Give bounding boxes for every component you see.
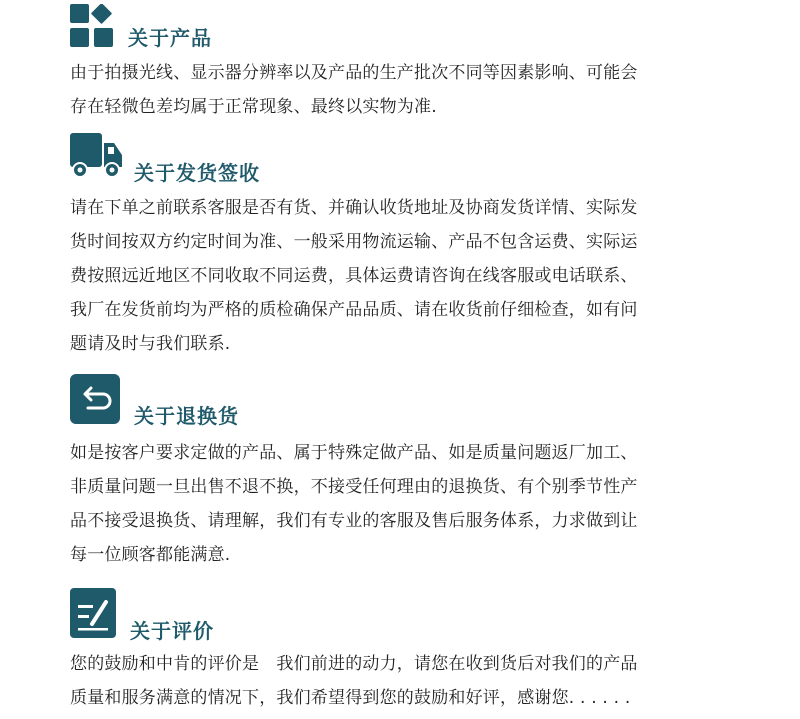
section-body	[70, 436, 638, 572]
section-title: 关于发货签收	[134, 161, 260, 185]
body-line: 由于拍摄光线、显示器分辨率以及产品的生产批次不同等因素影响、可能会	[70, 63, 638, 83]
section-title: 关于评价	[130, 619, 214, 643]
body-line: 非质量问题一旦出售不退不换，不接受任何理由的退换货、有个别季节性产	[70, 477, 638, 497]
body-line: 题请及时与我们联系.	[70, 334, 231, 354]
body-line: 如是按客户要求定做的产品、属于特殊定做产品、如是质量问题返厂加工、	[70, 443, 638, 463]
body-line: 您的鼓励和中肯的评价是 我们前进的动力，请您在收到货后对我们的产品	[70, 654, 638, 674]
body-line: 货时间按双方约定时间为准、一般采用物流运输、产品不包含运费、实际运	[70, 232, 638, 252]
body-line: 存在轻微色差均属于正常现象、最终以实物为准.	[70, 97, 437, 117]
grid-icon	[70, 4, 116, 48]
body-line: 品不接受退换货、请理解，我们有专业的客服及售后服务体系，力求做到让	[70, 511, 638, 531]
body-line: 质量和服务满意的情况下，我们希望得到您的鼓励和好评，感谢您. . . . . .	[70, 688, 631, 708]
body-line: 我厂在发货前均为严格的质检确保产品品质、请在收货前仔细检查，如有问	[70, 300, 638, 320]
section-body	[70, 647, 638, 715]
section-title: 关于退换货	[134, 404, 239, 428]
section-body	[70, 56, 638, 124]
body-line: 费按照远近地区不同收取不同运费，具体运费请咨询在线客服或电话联系、	[70, 266, 638, 286]
return-icon	[70, 374, 120, 424]
section-title: 关于产品	[128, 26, 212, 50]
section-body	[70, 191, 638, 361]
truck-icon	[70, 133, 124, 179]
body-line: 请在下单之前联系客服是否有货、并确认收货地址及协商发货详情、实际发	[70, 198, 638, 218]
body-line: 每一位顾客都能满意.	[70, 545, 231, 565]
edit-icon	[70, 588, 116, 638]
